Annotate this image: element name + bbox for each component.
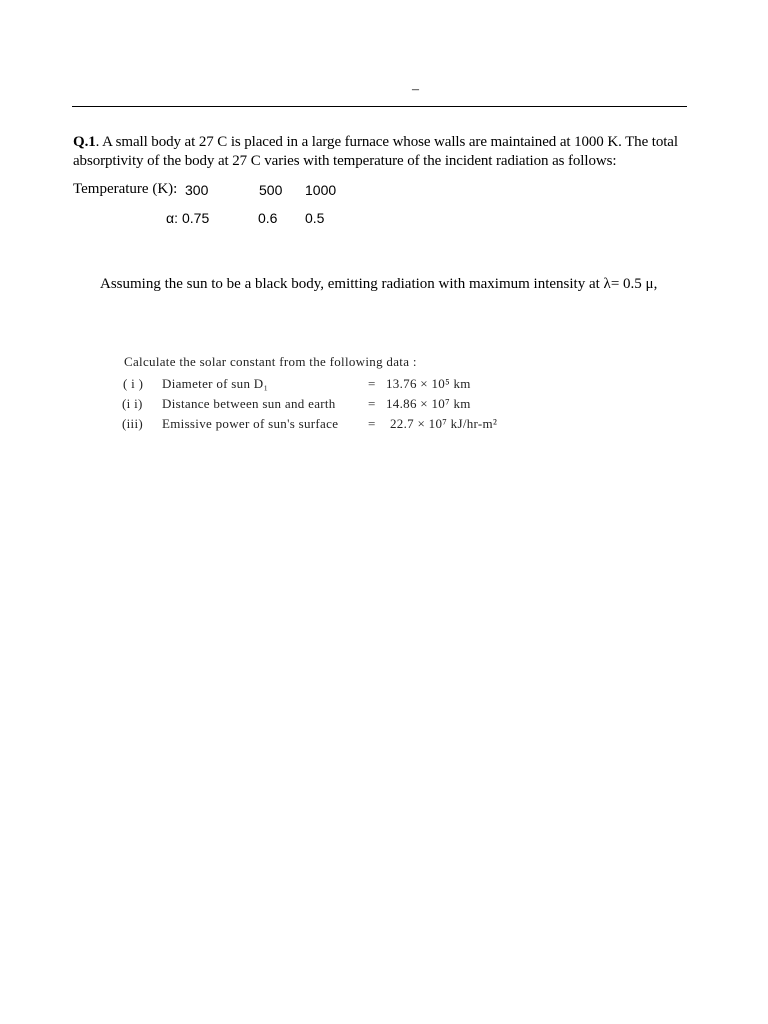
item-label: Distance between sun and earth (162, 396, 336, 411)
header-rule (72, 106, 687, 107)
question-number: Q.1 (73, 134, 96, 150)
item-label: Diameter of sun D₁ (162, 376, 269, 391)
temperature-row (73, 181, 373, 199)
question-text: . A small body at 27 C is placed in a large furnace whose walls are maintained at 1000 K. The total absorptivity of the body at 27 C varies with temperature of the incident radiation as follows: (73, 134, 678, 169)
item-equals: = (368, 416, 376, 431)
temperature-label: Temperature (K): (73, 181, 178, 197)
alpha-value: 0.75 (182, 210, 210, 226)
alpha-label: α: (166, 210, 178, 226)
item-equals: = (368, 376, 376, 391)
temperature-value: 1000 (305, 182, 337, 198)
temperature-value: 500 (259, 182, 283, 198)
temperature-value: 300 (185, 182, 209, 198)
item-value: 22.7 × 10⁷ kJ/hr-m² (390, 416, 498, 431)
header-mark: – (412, 82, 419, 97)
alpha-row (73, 209, 373, 227)
item-equals: = (368, 396, 376, 411)
question-1 (73, 133, 693, 171)
sun-statement: Assuming the sun to be a black body, emitting radiation with maximum intensity at λ= 0.5 μ, (100, 276, 658, 292)
scanned-title: Calculate the solar constant from the following data : (124, 354, 417, 369)
item-index: (i i) (122, 396, 143, 411)
item-index: (iii) (122, 416, 143, 431)
alpha-value: 0.5 (305, 210, 325, 226)
item-value: 13.76 × 10⁵ km (386, 376, 471, 391)
item-index: ( i ) (123, 376, 144, 391)
alpha-value: 0.6 (258, 210, 278, 226)
item-label: Emissive power of sun's surface (162, 416, 339, 431)
item-value: 14.86 × 10⁷ km (386, 396, 471, 411)
